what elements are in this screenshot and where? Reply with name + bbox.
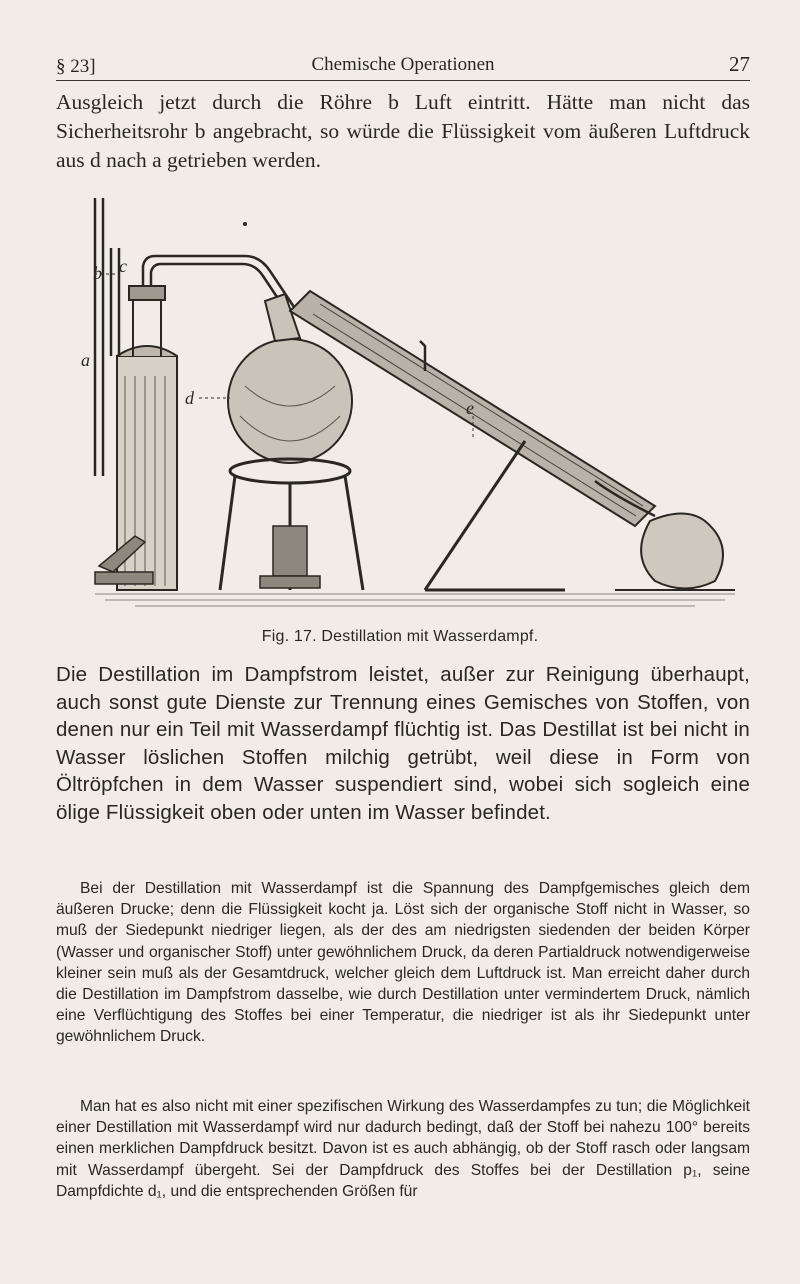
main-paragraph: Die Destillation im Dampfstrom leistet, außer zur Reinigung überhaupt, auch sonst gute Dienste zur Trennung eines Gemisches von Stoffen, von denen nur ein Teil mit Wasserdampf flüchtig ist. Das Destillat ist bei nicht in Wasser löslichen Stoffen milchig getrübt, weil diese in Form von Öltröpfchen in dem Wasser suspendiert sind, wobei sich sogleich eine ölige Flüssigkeit oben oder unten im Wasser befindet. bbox=[56, 663, 750, 824]
figure-label-b: b bbox=[93, 263, 102, 283]
figure-label-a: a bbox=[81, 350, 90, 370]
page-number: 27 bbox=[729, 52, 750, 76]
figure-label-e: e bbox=[466, 398, 474, 418]
distillation-figure bbox=[81, 176, 735, 626]
apparatus-illustration bbox=[81, 176, 735, 626]
figure-label-c: c bbox=[119, 256, 127, 276]
section-number: § 23] bbox=[56, 56, 96, 77]
small-paragraph-2: Man hat es also nicht mit einer spezifischen Wirkung des Wasserdampfes zu tun; die Möglichkeit einer Destillation mit Wasserdampf wird nur dadurch bedingt, daß der Stoff bei nahezu 100° bereits einen merklichen Dampfdruck besitzt. Davon ist es auch abhängig, ob der Stoff rasch oder langsam mit Wasserdampf übergeht. Sei der Dampfdruck des Stoffes bei der Destillation p₁, seine Dampfdichte d₁, und die entsprechenden Größen für bbox=[56, 1098, 750, 1200]
running-header bbox=[56, 50, 750, 81]
figure-caption: Fig. 17. Destillation mit Wasserdampf. bbox=[261, 628, 539, 645]
chapter-title: Chemische Operationen bbox=[311, 54, 495, 75]
intro-paragraph: Ausgleich jetzt durch die Röhre b Luft eintritt. Hätte man nicht das Sicherheitsrohr b angebracht, so würde die Flüssigkeit vom äußeren Luftdruck aus d nach a getrieben werden. bbox=[56, 90, 750, 172]
small-paragraph-1: Bei der Destillation mit Wasserdampf ist die Spannung des Dampfgemisches gleich dem äußeren Drucke; denn die Flüssigkeit kocht ja. Löst sich der organische Stoff nicht in Wasser, so muß der Siedepunkt niedriger liegen, als der des am niedrigsten siedenden der beiden Körper (Wasser und organischer Stoff) unter gewöhnlichem Druck, da deren Partialdruck notwendigerweise kleiner sein muß als der Gesamtdruck, welcher gleich dem Luftdruck ist. Man erreicht daher durch die Destillation im Dampfstrom dasselbe, wie durch Destillation unter vermindertem Druck, nämlich eine Verflüchtigung des Stoffes bei einer Temperatur, die niedriger ist als ihr Siedepunkt unter gewöhnlichem Druck. bbox=[56, 880, 750, 1046]
figure-label-d: d bbox=[185, 388, 194, 408]
